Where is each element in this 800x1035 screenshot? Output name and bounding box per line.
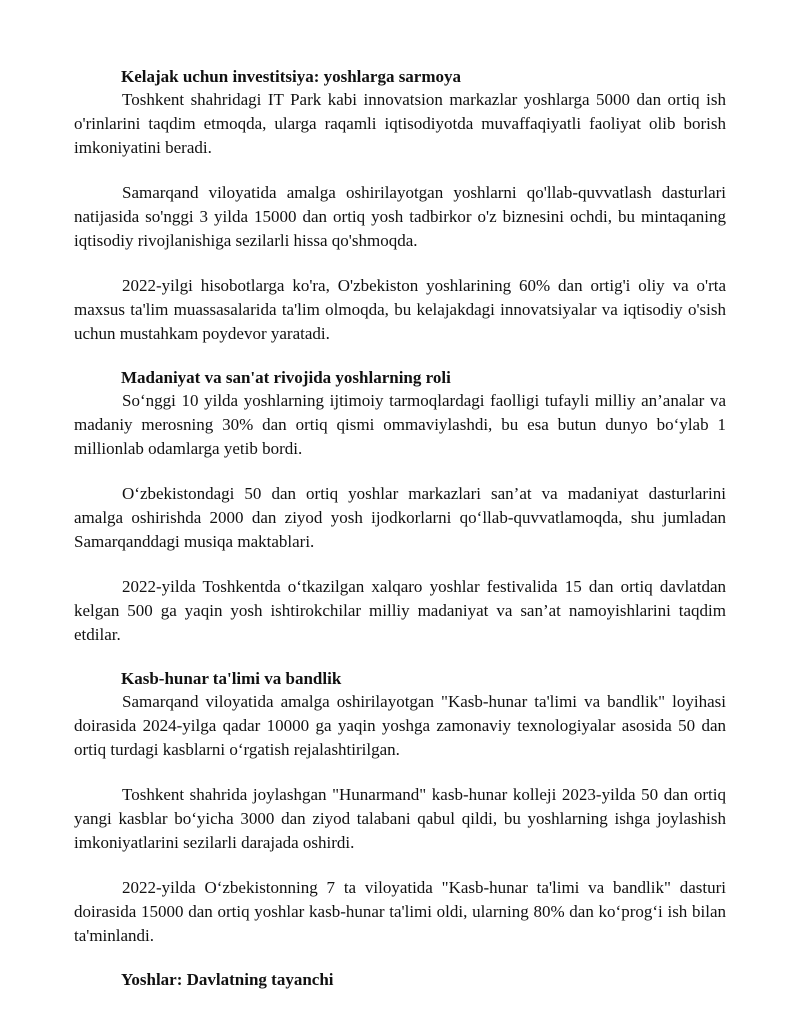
paragraph: Toshkent shahrida joylashgan "Hunarmand" kasb-hunar kolleji 2023-yilda 50 dan ortiq yangi kasblar bo‘yicha 3000 dan ziyod talabani qabul qildi, bu yoshlarning ishga joylashish imkoniyatlarini sezilarli darajada oshirdi.: [74, 785, 726, 852]
section-heading: Kasb-hunar ta'limi va bandlik: [121, 669, 342, 688]
paragraph: 2022-yilda Toshkentda o‘tkazilgan xalqaro yoshlar festivalida 15 dan ortiq davlatdan kelgan 500 ga yaqin yosh ishtirokchilar milliy madaniyat va san’at namoyishlarini taqdim etdilar.: [74, 577, 726, 644]
paragraph: Samarqand viloyatida amalga oshirilayotgan yoshlarni qo'llab-quvvatlash dasturlari natijasida so'nggi 3 yilda 15000 dan ortiq yosh tadbirkor o'z biznesini ochdi, bu mintaqaning iqtisodiy rivojlanishiga sezilarli hissa qo'shmoqda.: [74, 183, 726, 250]
section-heading: Madaniyat va san'at rivojida yoshlarning roli: [121, 368, 451, 387]
paragraph: So‘nggi 10 yilda yoshlarning ijtimoiy tarmoqlardagi faolligi tufayli milliy an’analar va madaniy merosning 30% dan ortiq qismi ommaviylashdi, bu esa butun dunyo bo‘ylab 1 millionlab odamlarga yetib bordi.: [74, 391, 726, 458]
paragraph: 2022-yilgi hisobotlarga ko'ra, O'zbekiston yoshlarining 60% dan ortig'i oliy va o'rta maxsus ta'lim muassasalarida ta'lim olmoqda, bu kelajakdagi innovatsiyalar va iqtisodiy o'sish uchun mustahkam poydevor yaratadi.: [74, 276, 726, 343]
paragraph: Samarqand viloyatida amalga oshirilayotgan "Kasb-hunar ta'limi va bandlik" loyihasi doirasida 2024-yilga qadar 10000 ga yaqin yoshga zamonaviy texnologiyalar asosida 50 dan ortiq turdagi kasblarni o‘rgatish rejalashtirilgan.: [74, 692, 726, 759]
section-heading: Kelajak uchun investitsiya: yoshlarga sarmoya: [121, 67, 462, 86]
paragraph: O‘zbekistondagi 50 dan ortiq yoshlar markazlari san’at va madaniyat dasturlarini amalga oshirishda 2000 dan ziyod yosh ijodkorlarni qo‘llab-quvvatlamoqda, shu jumladan Samarqanddagi musiqa maktablari.: [74, 484, 726, 551]
document-page: [74, 66, 726, 991]
section-heading: Yoshlar: Davlatning tayanchi: [121, 970, 334, 989]
paragraph: 2022-yilda O‘zbekistonning 7 ta viloyatida "Kasb-hunar ta'limi va bandlik" dasturi doirasida 15000 dan ortiq yoshlar kasb-hunar ta'limi oldi, ularning 80% dan ko‘prog‘i ish bilan ta'minlandi.: [74, 878, 726, 945]
paragraph: Toshkent shahridagi IT Park kabi innovatsion markazlar yoshlarga 5000 dan ortiq ish o'rinlarini taqdim etmoqda, ularga raqamli iqtisodiyotda muvaffaqiyatli faoliyat olib borish imkoniyatini beradi.: [74, 90, 726, 157]
